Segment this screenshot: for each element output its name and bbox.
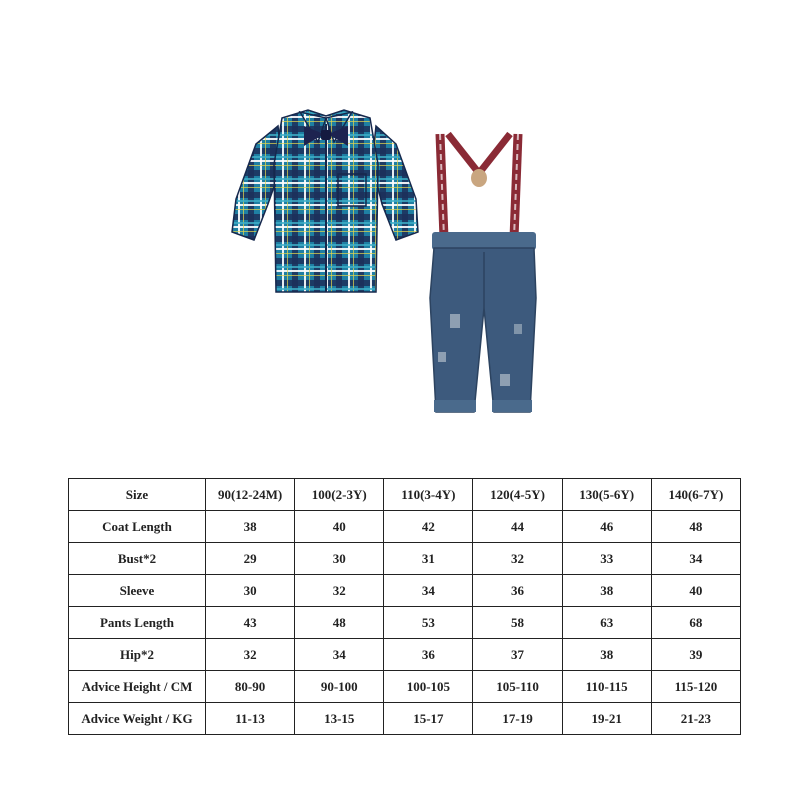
size-column-header: 130(5-6Y): [562, 479, 651, 511]
table-cell: 17-19: [473, 703, 562, 735]
table-cell: 34: [384, 575, 473, 607]
table-cell: 68: [651, 607, 740, 639]
table-cell: 32: [473, 543, 562, 575]
table-cell: 30: [206, 575, 295, 607]
table-cell: 32: [295, 575, 384, 607]
table-cell: 48: [295, 607, 384, 639]
table-cell: 80-90: [206, 671, 295, 703]
size-column-header: 110(3-4Y): [384, 479, 473, 511]
table-cell: 11-13: [206, 703, 295, 735]
table-cell: 33: [562, 543, 651, 575]
row-label: Bust*2: [69, 543, 206, 575]
table-cell: 32: [206, 639, 295, 671]
size-column-header: 120(4-5Y): [473, 479, 562, 511]
size-column-header: 100(2-3Y): [295, 479, 384, 511]
table-cell: 42: [384, 511, 473, 543]
suspender-jeans-image: [422, 128, 546, 418]
row-label: Sleeve: [69, 575, 206, 607]
table-row: [69, 639, 741, 671]
table-cell: 37: [473, 639, 562, 671]
table-cell: 110-115: [562, 671, 651, 703]
size-column-header: 140(6-7Y): [651, 479, 740, 511]
table-row: [69, 607, 741, 639]
table-cell: 38: [562, 575, 651, 607]
table-header-row: [69, 479, 741, 511]
table-cell: 34: [651, 543, 740, 575]
table-cell: 29: [206, 543, 295, 575]
table-cell: 105-110: [473, 671, 562, 703]
table-cell: 115-120: [651, 671, 740, 703]
table-cell: 30: [295, 543, 384, 575]
row-label: Hip*2: [69, 639, 206, 671]
table-cell: 15-17: [384, 703, 473, 735]
table-cell: 21-23: [651, 703, 740, 735]
table-cell: 36: [473, 575, 562, 607]
row-label: Coat Length: [69, 511, 206, 543]
table-cell: 38: [206, 511, 295, 543]
table-cell: 43: [206, 607, 295, 639]
row-label: Advice Weight / KG: [69, 703, 206, 735]
table-cell: 58: [473, 607, 562, 639]
table-row: [69, 543, 741, 575]
row-label: Advice Height / CM: [69, 671, 206, 703]
table-cell: 40: [295, 511, 384, 543]
table-cell: 34: [295, 639, 384, 671]
table-cell: 40: [651, 575, 740, 607]
plaid-shirt-image: [226, 104, 424, 300]
table-row: [69, 511, 741, 543]
table-cell: 13-15: [295, 703, 384, 735]
table-cell: 63: [562, 607, 651, 639]
size-chart-table: [68, 478, 741, 735]
table-cell: 19-21: [562, 703, 651, 735]
table-cell: 53: [384, 607, 473, 639]
table-cell: 31: [384, 543, 473, 575]
table-cell: 90-100: [295, 671, 384, 703]
row-label: Pants Length: [69, 607, 206, 639]
table-cell: 100-105: [384, 671, 473, 703]
size-column-header: 90(12-24M): [206, 479, 295, 511]
table-cell: 39: [651, 639, 740, 671]
table-cell: 46: [562, 511, 651, 543]
table-cell: 44: [473, 511, 562, 543]
table-row: [69, 703, 741, 735]
table-cell: 36: [384, 639, 473, 671]
size-header-label: Size: [69, 479, 206, 511]
table-cell: 38: [562, 639, 651, 671]
table-row: [69, 671, 741, 703]
table-row: [69, 575, 741, 607]
table-cell: 48: [651, 511, 740, 543]
